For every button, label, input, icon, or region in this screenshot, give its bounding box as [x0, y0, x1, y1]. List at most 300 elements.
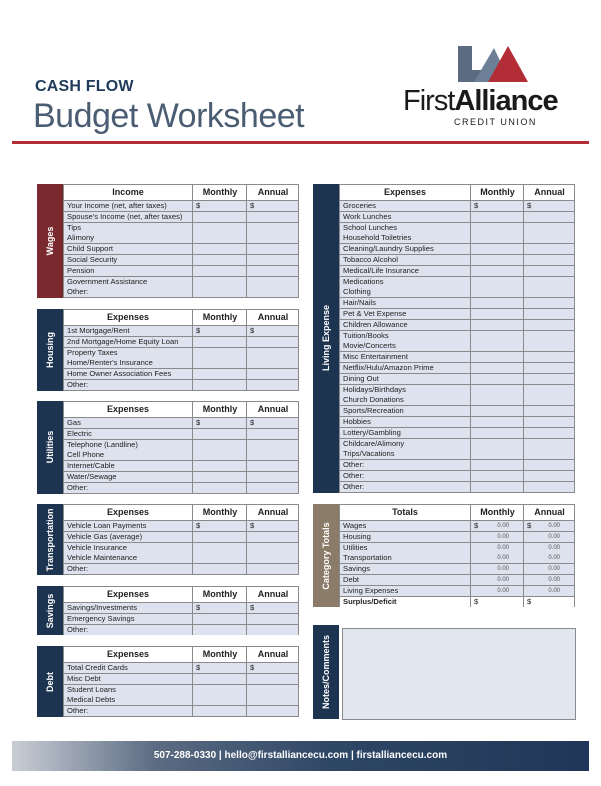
- annual-input[interactable]: [246, 450, 298, 460]
- logo-credit-union: CREDIT UNION: [454, 117, 537, 127]
- annual-input[interactable]: [523, 564, 574, 574]
- table-row: [63, 483, 299, 494]
- zero-value: 0.00: [497, 544, 509, 551]
- annual-input[interactable]: [523, 363, 574, 373]
- table-row: [339, 255, 575, 266]
- column-header-monthly: Monthly: [470, 505, 524, 520]
- annual-input[interactable]: [523, 428, 574, 438]
- table-row: [339, 385, 575, 396]
- table-row: [339, 363, 575, 374]
- monthly-input[interactable]: [192, 326, 246, 336]
- table-row: [63, 674, 299, 685]
- row-label: Other:: [64, 625, 192, 635]
- table-row: [339, 439, 575, 450]
- monthly-input[interactable]: [192, 358, 246, 368]
- zero-value: 0.00: [548, 533, 560, 540]
- monthly-input[interactable]: [470, 532, 523, 542]
- table-row: [63, 429, 299, 440]
- section-header-row: [63, 401, 299, 418]
- column-header-category: Expenses: [106, 649, 150, 659]
- annual-input[interactable]: [523, 255, 574, 265]
- logo-wordmark: [403, 85, 558, 118]
- section-sidebar-debt: [37, 646, 63, 717]
- table-row: [339, 352, 575, 363]
- table-row: [63, 663, 299, 674]
- table-row: [63, 201, 299, 212]
- monthly-input[interactable]: [192, 553, 246, 563]
- monthly-input[interactable]: [192, 233, 246, 243]
- annual-input[interactable]: [246, 674, 298, 684]
- monthly-input[interactable]: [192, 266, 246, 276]
- monthly-input[interactable]: [192, 625, 246, 635]
- annual-input[interactable]: [246, 553, 298, 563]
- monthly-input[interactable]: [470, 374, 523, 384]
- section-header-row: [63, 646, 299, 663]
- zero-value: 0.00: [548, 566, 560, 573]
- dollar-sign: $: [196, 521, 201, 530]
- zero-value: 0.00: [497, 566, 509, 573]
- monthly-input[interactable]: [192, 472, 246, 482]
- annual-input[interactable]: [246, 212, 298, 222]
- annual-input[interactable]: [523, 460, 574, 470]
- annual-input[interactable]: [246, 337, 298, 347]
- row-label: School Lunches: [340, 223, 470, 233]
- row-label: Child Support: [64, 244, 192, 254]
- annual-input[interactable]: [523, 385, 574, 395]
- row-label: Water/Sewage: [64, 472, 192, 482]
- monthly-input[interactable]: [470, 597, 523, 607]
- row-label: Home/Renter's Insurance: [64, 358, 192, 368]
- annual-input[interactable]: [246, 685, 298, 695]
- section-living: [313, 184, 575, 493]
- annual-input[interactable]: [523, 331, 574, 341]
- section-sidebar-label: Wages: [45, 226, 55, 256]
- annual-input[interactable]: [523, 482, 574, 492]
- annual-input[interactable]: [246, 277, 298, 287]
- annual-input[interactable]: [246, 695, 298, 705]
- row-label: Misc Entertainment: [340, 352, 470, 362]
- table-row: [339, 564, 575, 575]
- table-row: [63, 553, 299, 564]
- table-row: [63, 532, 299, 543]
- monthly-input[interactable]: [192, 440, 246, 450]
- section-header-row: [339, 184, 575, 201]
- column-header-annual: Annual: [246, 587, 299, 602]
- zero-value: 0.00: [548, 587, 560, 594]
- section-totals: [313, 504, 575, 607]
- section-header-row: [63, 586, 299, 603]
- column-header-annual: Annual: [523, 505, 575, 520]
- table-row: [63, 614, 299, 625]
- row-label: Utilities: [340, 543, 470, 553]
- annual-input[interactable]: [523, 223, 574, 233]
- monthly-input[interactable]: [192, 603, 246, 613]
- section-sidebar-savings: [37, 586, 63, 635]
- column-header-category: Expenses: [106, 312, 150, 322]
- dollar-sign: $: [250, 663, 255, 672]
- monthly-input[interactable]: [470, 223, 523, 233]
- section-grid-income: [63, 184, 299, 298]
- row-label: Trips/Vacations: [340, 449, 470, 459]
- monthly-input[interactable]: [192, 429, 246, 439]
- section-grid-living: [339, 184, 575, 493]
- monthly-input[interactable]: [470, 212, 523, 222]
- monthly-input[interactable]: [470, 385, 523, 395]
- column-header-monthly: Monthly: [192, 185, 247, 200]
- row-label: Tuition/Books: [340, 331, 470, 341]
- annual-input[interactable]: [523, 277, 574, 287]
- column-header-category: Expenses: [106, 507, 150, 517]
- monthly-input[interactable]: [470, 266, 523, 276]
- annual-input[interactable]: [523, 543, 574, 553]
- annual-input[interactable]: [523, 266, 574, 276]
- monthly-input[interactable]: [470, 320, 523, 330]
- column-header-monthly: Monthly: [192, 587, 247, 602]
- annual-input[interactable]: [246, 483, 298, 493]
- monthly-input[interactable]: [192, 695, 246, 705]
- section-sidebar-label: Savings: [45, 593, 55, 628]
- section-sidebar-income: [37, 184, 63, 298]
- table-row: [63, 233, 299, 244]
- annual-input[interactable]: [246, 543, 298, 553]
- monthly-input[interactable]: [470, 471, 523, 481]
- annual-input[interactable]: [523, 406, 574, 416]
- monthly-input[interactable]: [470, 417, 523, 427]
- monthly-input[interactable]: [470, 521, 523, 531]
- annual-input[interactable]: [246, 326, 298, 336]
- table-row: [63, 380, 299, 391]
- table-row: [339, 331, 575, 342]
- row-label: Lottery/Gambling: [340, 428, 470, 438]
- table-row: [63, 603, 299, 614]
- annual-input[interactable]: [523, 395, 574, 405]
- row-label: Vehicle Gas (average): [64, 532, 192, 542]
- annual-input[interactable]: [523, 417, 574, 427]
- section-grid-transportation: [63, 504, 299, 575]
- dollar-sign: $: [196, 201, 201, 210]
- monthly-input[interactable]: [192, 287, 246, 297]
- annual-input[interactable]: [246, 472, 298, 482]
- annual-input[interactable]: [246, 532, 298, 542]
- monthly-input[interactable]: [192, 706, 246, 716]
- monthly-input[interactable]: [192, 201, 246, 211]
- annual-input[interactable]: [523, 374, 574, 384]
- annual-input[interactable]: [246, 440, 298, 450]
- monthly-input[interactable]: [470, 201, 523, 211]
- table-row: [63, 706, 299, 717]
- zero-value: 0.00: [548, 555, 560, 562]
- monthly-input[interactable]: [470, 575, 523, 585]
- annual-input[interactable]: [246, 266, 298, 276]
- section-grid-totals: [339, 504, 575, 607]
- table-row: [63, 337, 299, 348]
- row-label: Other:: [340, 460, 470, 470]
- monthly-input[interactable]: [192, 685, 246, 695]
- monthly-input[interactable]: [470, 449, 523, 459]
- row-label: Social Security: [64, 255, 192, 265]
- annual-input[interactable]: [523, 439, 574, 449]
- table-row: [339, 575, 575, 586]
- monthly-input[interactable]: [192, 614, 246, 624]
- row-label: Other:: [340, 482, 470, 492]
- logo-first: First: [403, 85, 455, 117]
- annual-input[interactable]: [246, 223, 298, 233]
- row-label: Other:: [340, 471, 470, 481]
- row-label: Living Expenses: [340, 586, 470, 596]
- annual-input[interactable]: [246, 603, 298, 613]
- row-label: 1st Mortgage/Rent: [64, 326, 192, 336]
- row-label: Home Owner Association Fees: [64, 369, 192, 379]
- row-label: Church Donations: [340, 395, 470, 405]
- section-income: [37, 184, 299, 298]
- annual-input[interactable]: [246, 287, 298, 297]
- annual-input[interactable]: [523, 597, 574, 607]
- table-row: [339, 277, 575, 288]
- annual-input[interactable]: [523, 309, 574, 319]
- column-header-annual: Annual: [246, 402, 299, 417]
- row-label: Hobbies: [340, 417, 470, 427]
- table-row: [63, 266, 299, 277]
- annual-input[interactable]: [523, 212, 574, 222]
- monthly-input[interactable]: [192, 255, 246, 265]
- table-row: [339, 406, 575, 417]
- table-row: [63, 348, 299, 359]
- row-label: Housing: [340, 532, 470, 542]
- monthly-input[interactable]: [192, 348, 246, 358]
- section-sidebar-totals: [313, 504, 339, 607]
- dollar-sign: $: [196, 326, 201, 335]
- row-label: Emergency Savings: [64, 614, 192, 624]
- monthly-input[interactable]: [470, 553, 523, 563]
- annual-input[interactable]: [246, 233, 298, 243]
- monthly-input[interactable]: [470, 341, 523, 351]
- table-row: [339, 374, 575, 385]
- row-label: Childcare/Alimony: [340, 439, 470, 449]
- annual-input[interactable]: [246, 706, 298, 716]
- table-row: [339, 341, 575, 352]
- footer-contact-bar: 507-288-0330 | hello@firstalliancecu.com | firstalliancecu.com: [12, 741, 589, 771]
- annual-input[interactable]: [246, 380, 298, 390]
- annual-input[interactable]: [246, 564, 298, 574]
- monthly-input[interactable]: [192, 521, 246, 531]
- row-label: Pension: [64, 266, 192, 276]
- dollar-sign: $: [474, 201, 479, 210]
- table-row: [63, 461, 299, 472]
- row-label: Gas: [64, 418, 192, 428]
- annual-input[interactable]: [246, 348, 298, 358]
- monthly-input[interactable]: [192, 461, 246, 471]
- row-label: Work Lunches: [340, 212, 470, 222]
- monthly-input[interactable]: [470, 543, 523, 553]
- section-sidebar-notes: [313, 625, 339, 719]
- monthly-input[interactable]: [192, 380, 246, 390]
- monthly-input[interactable]: [470, 460, 523, 470]
- first-alliance-logo-mark-icon: [458, 46, 528, 82]
- annual-input[interactable]: [523, 532, 574, 542]
- column-header-monthly: Monthly: [192, 310, 247, 325]
- monthly-input[interactable]: [470, 363, 523, 373]
- row-label: Government Assistance: [64, 277, 192, 287]
- table-row: [63, 255, 299, 266]
- monthly-input[interactable]: [470, 298, 523, 308]
- section-sidebar-label: Debt: [45, 671, 55, 692]
- budget-worksheet-title: Budget Worksheet: [33, 97, 305, 135]
- table-row: [339, 417, 575, 428]
- annual-input[interactable]: [246, 369, 298, 379]
- row-label: Vehicle Loan Payments: [64, 521, 192, 531]
- monthly-input[interactable]: [470, 352, 523, 362]
- annual-input[interactable]: [523, 201, 574, 211]
- dollar-sign: $: [250, 418, 255, 427]
- monthly-input[interactable]: [192, 564, 246, 574]
- monthly-input[interactable]: [192, 543, 246, 553]
- monthly-input[interactable]: [192, 450, 246, 460]
- dollar-sign: $: [527, 596, 532, 606]
- annual-input[interactable]: [246, 614, 298, 624]
- row-label: Clothing: [340, 287, 470, 297]
- monthly-input[interactable]: [470, 428, 523, 438]
- zero-value: 0.00: [548, 544, 560, 551]
- table-row: [63, 450, 299, 461]
- monthly-input[interactable]: [470, 406, 523, 416]
- row-label: 2nd Mortgage/Home Equity Loan: [64, 337, 192, 347]
- column-header-monthly: Monthly: [192, 505, 247, 520]
- monthly-input[interactable]: [470, 439, 523, 449]
- monthly-input[interactable]: [470, 564, 523, 574]
- table-row: [63, 440, 299, 451]
- row-label: Other:: [64, 706, 192, 716]
- annual-input[interactable]: [523, 586, 574, 596]
- table-row: [63, 326, 299, 337]
- dollar-sign: $: [196, 663, 201, 672]
- table-row: [63, 543, 299, 554]
- annual-input[interactable]: [246, 663, 298, 673]
- section-housing: [37, 309, 299, 391]
- table-row: [339, 212, 575, 223]
- dollar-sign: $: [474, 521, 479, 530]
- row-label: Other:: [64, 483, 192, 493]
- table-row: [339, 449, 575, 460]
- row-label: Cleaning/Laundry Supplies: [340, 244, 470, 254]
- monthly-input[interactable]: [192, 418, 246, 428]
- column-header-category: Income: [112, 187, 144, 197]
- annual-input[interactable]: [523, 471, 574, 481]
- surplus-deficit-row: [339, 597, 575, 608]
- row-label: Movie/Concerts: [340, 341, 470, 351]
- monthly-input[interactable]: [470, 482, 523, 492]
- annual-input[interactable]: [246, 461, 298, 471]
- row-label: Savings: [340, 564, 470, 574]
- header-divider: [12, 141, 589, 144]
- monthly-input[interactable]: [192, 369, 246, 379]
- monthly-input[interactable]: [192, 223, 246, 233]
- dollar-sign: $: [196, 418, 201, 427]
- zero-value: 0.00: [548, 577, 560, 583]
- annual-input[interactable]: [523, 341, 574, 351]
- monthly-input[interactable]: [470, 233, 523, 243]
- monthly-input[interactable]: [192, 212, 246, 222]
- table-row: [63, 625, 299, 636]
- row-label: Electric: [64, 429, 192, 439]
- row-label: Vehicle Maintenance: [64, 553, 192, 563]
- annual-input[interactable]: [246, 521, 298, 531]
- monthly-input[interactable]: [192, 277, 246, 287]
- annual-input[interactable]: [523, 352, 574, 362]
- row-label: Holidays/Birthdays: [340, 385, 470, 395]
- monthly-input[interactable]: [192, 244, 246, 254]
- annual-input[interactable]: [246, 244, 298, 254]
- monthly-input[interactable]: [470, 586, 523, 596]
- row-label: Telephone (Landline): [64, 440, 192, 450]
- annual-input[interactable]: [523, 287, 574, 297]
- monthly-input[interactable]: [470, 287, 523, 297]
- annual-input[interactable]: [246, 625, 298, 635]
- row-label: Alimony: [64, 233, 192, 243]
- annual-input[interactable]: [246, 429, 298, 439]
- dollar-sign: $: [474, 596, 479, 606]
- row-label: Netflix/Hulu/Amazon Prime: [340, 363, 470, 373]
- annual-input[interactable]: [523, 521, 574, 531]
- column-header-annual: Annual: [246, 310, 299, 325]
- section-debt: [37, 646, 299, 717]
- annual-input[interactable]: [523, 320, 574, 330]
- zero-value: 0.00: [497, 587, 509, 594]
- column-header-monthly: Monthly: [192, 402, 247, 417]
- row-label: Cell Phone: [64, 450, 192, 460]
- section-utilities: [37, 401, 299, 494]
- row-label: Dining Out: [340, 374, 470, 384]
- annual-input[interactable]: [523, 244, 574, 254]
- table-row: [63, 685, 299, 696]
- table-row: [339, 223, 575, 234]
- annual-input[interactable]: [246, 201, 298, 211]
- annual-input[interactable]: [523, 449, 574, 459]
- monthly-input[interactable]: [192, 483, 246, 493]
- monthly-input[interactable]: [470, 309, 523, 319]
- monthly-input[interactable]: [192, 337, 246, 347]
- notes-comments-field[interactable]: [342, 628, 576, 720]
- table-row: [339, 521, 575, 532]
- monthly-input[interactable]: [470, 395, 523, 405]
- column-header-annual: Annual: [523, 185, 575, 200]
- monthly-input[interactable]: [192, 674, 246, 684]
- annual-input[interactable]: [246, 255, 298, 265]
- section-grid-utilities: [63, 401, 299, 494]
- section-sidebar-label: Living Expense: [321, 305, 331, 372]
- section-sidebar-living: [313, 184, 339, 493]
- row-label: Internet/Cable: [64, 461, 192, 471]
- annual-input[interactable]: [246, 358, 298, 368]
- monthly-input[interactable]: [470, 277, 523, 287]
- section-sidebar-housing: [37, 309, 63, 391]
- annual-input[interactable]: [523, 298, 574, 308]
- monthly-input[interactable]: [192, 532, 246, 542]
- monthly-input[interactable]: [192, 663, 246, 673]
- monthly-input[interactable]: [470, 255, 523, 265]
- row-label: Other:: [64, 380, 192, 390]
- annual-input[interactable]: [523, 233, 574, 243]
- annual-input[interactable]: [246, 418, 298, 428]
- monthly-input[interactable]: [470, 331, 523, 341]
- annual-input[interactable]: [523, 575, 574, 585]
- annual-input[interactable]: [523, 553, 574, 563]
- row-label: Student Loans: [64, 685, 192, 695]
- table-row: [339, 532, 575, 543]
- table-row: [63, 358, 299, 369]
- section-transportation: [37, 504, 299, 575]
- monthly-input[interactable]: [470, 244, 523, 254]
- row-label: Other:: [64, 287, 192, 297]
